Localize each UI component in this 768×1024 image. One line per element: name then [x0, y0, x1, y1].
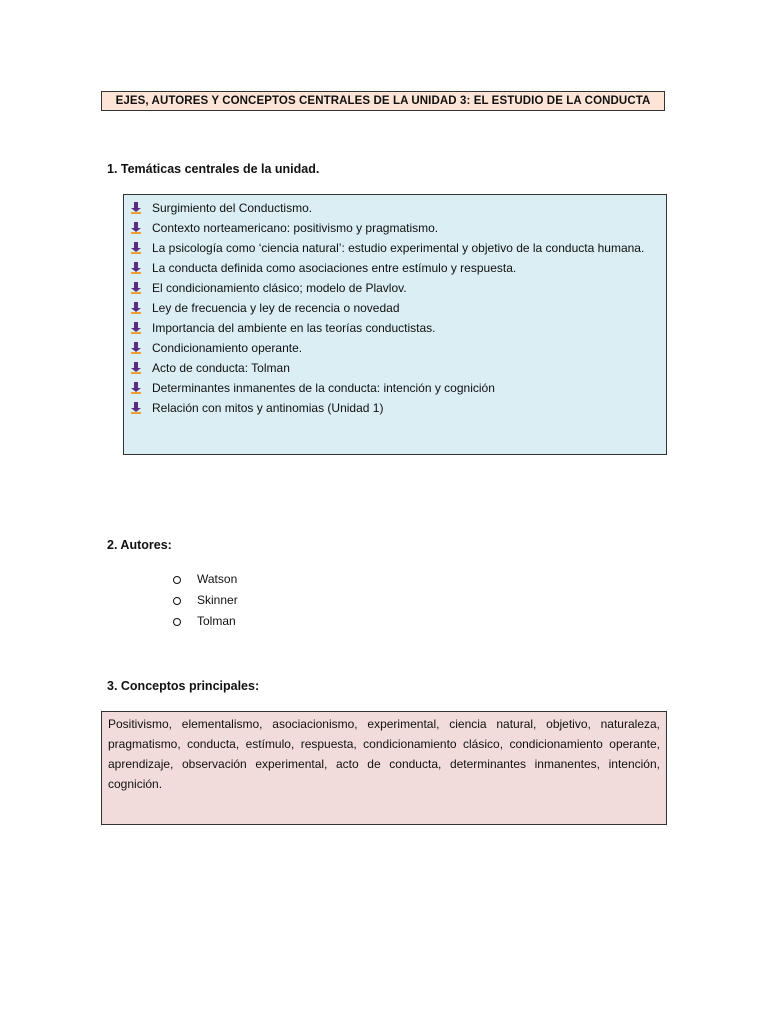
topic-text: Determinantes inmanentes de la conducta: intención y cognición	[152, 381, 495, 395]
topic-item	[130, 258, 656, 278]
topic-text: El condicionamiento clásico; modelo de Plavlov.	[152, 281, 407, 295]
arrow-down-bullet-icon	[130, 358, 152, 378]
topic-text: Ley de frecuencia y ley de recencia o novedad	[152, 301, 400, 315]
arrow-down-bullet-icon	[130, 238, 152, 258]
topic-text: Condicionamiento operante.	[152, 341, 303, 355]
arrow-down-bullet-icon	[130, 278, 152, 298]
arrow-down-bullet-icon	[130, 338, 152, 358]
list-item	[172, 569, 238, 590]
section-1-heading: 1. Temáticas centrales de la unidad.	[107, 162, 320, 176]
list-item	[172, 590, 238, 611]
topic-item	[130, 238, 656, 258]
topic-item	[130, 398, 656, 418]
circle-bullet-icon	[173, 576, 181, 584]
arrow-down-bullet-icon	[130, 198, 152, 218]
topic-item	[130, 278, 656, 298]
topic-text: Contexto norteamericano: positivismo y pragmatismo.	[152, 221, 439, 235]
topic-text: Importancia del ambiente en las teorías conductistas.	[152, 321, 436, 335]
topic-item	[130, 198, 656, 218]
topic-item	[130, 338, 656, 358]
author-name: Skinner	[197, 593, 238, 607]
topic-item	[130, 318, 656, 338]
arrow-down-bullet-icon	[130, 258, 152, 278]
topic-item	[130, 218, 656, 238]
concepts-box	[101, 711, 667, 825]
arrow-down-bullet-icon	[130, 378, 152, 398]
section-2-heading: 2. Autores:	[107, 538, 172, 552]
author-name: Watson	[197, 572, 238, 586]
topic-text: Relación con mitos y antinomias (Unidad 1)	[152, 401, 384, 415]
document-title	[101, 91, 665, 111]
topic-text: La psicología como ‘ciencia natural’: estudio experimental y objetivo de la conducta humana.	[152, 241, 645, 255]
topics-list	[130, 198, 656, 418]
concepts-text: Positivismo, elementalismo, asociacionismo, experimental, ciencia natural, objetivo, naturaleza, pragmatismo, conducta, estímulo, respuesta, condicionamiento clásico, condicionamiento operante, aprendizaje, observación experimental, acto de conducta, determinantes inmanentes, intención, cognición.	[108, 717, 660, 791]
circle-bullet-icon	[173, 597, 181, 605]
topics-box	[123, 194, 667, 455]
arrow-down-bullet-icon	[130, 218, 152, 238]
authors-list	[172, 569, 238, 632]
topic-text: Surgimiento del Conductismo.	[152, 201, 313, 215]
arrow-down-bullet-icon	[130, 318, 152, 338]
arrow-down-bullet-icon	[130, 298, 152, 318]
topic-text: Acto de conducta: Tolman	[152, 361, 290, 375]
document-title-text: EJES, AUTORES Y CONCEPTOS CENTRALES DE LA UNIDAD 3: EL ESTUDIO DE LA CONDUCTA	[115, 95, 651, 107]
author-name: Tolman	[197, 614, 236, 628]
circle-bullet-icon	[173, 618, 181, 626]
section-3-heading: 3. Conceptos principales:	[107, 679, 260, 693]
topic-item	[130, 378, 656, 398]
topic-item	[130, 298, 656, 318]
arrow-down-bullet-icon	[130, 398, 152, 418]
list-item	[172, 611, 238, 632]
topic-text: La conducta definida como asociaciones entre estímulo y respuesta.	[152, 261, 517, 275]
topic-item	[130, 358, 656, 378]
